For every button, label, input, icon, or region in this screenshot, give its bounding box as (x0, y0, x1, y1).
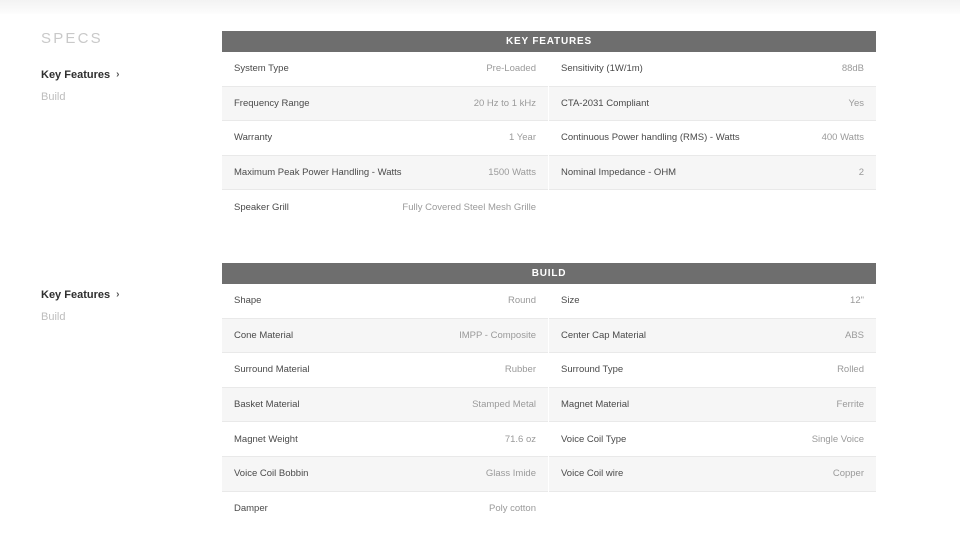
sidebar-item-build-2[interactable]: Build (41, 311, 66, 323)
row-value: 2 (858, 167, 864, 179)
row-value: Rolled (837, 364, 864, 376)
row-label: Size (561, 295, 580, 307)
specs-sidebar-secondary (41, 289, 211, 323)
top-gradient-band (0, 0, 960, 14)
row-label: Basket Material (234, 399, 300, 411)
spec-block-header: BUILD (222, 263, 876, 284)
table-row (222, 284, 548, 319)
row-label: Continuous Power handling (RMS) - Watts (561, 132, 740, 144)
table-row (222, 190, 548, 225)
row-value: Fully Covered Steel Mesh Grille (402, 202, 536, 214)
row-value: 20 Hz to 1 kHz (473, 97, 536, 109)
row-label: Damper (234, 503, 268, 515)
row-value: Ferrite (836, 399, 864, 411)
table-row (549, 87, 876, 122)
sidebar-item-key-features-2[interactable] (41, 289, 211, 301)
row-label: Shape (234, 295, 262, 307)
row-label: Magnet Material (561, 399, 630, 411)
row-label: Cone Material (234, 329, 294, 341)
spec-column-left (222, 52, 549, 225)
specs-sidebar (41, 30, 211, 103)
table-row (549, 52, 876, 87)
sidebar-item-label: Key Features (41, 289, 111, 301)
row-label: Voice Coil Type (561, 433, 627, 445)
table-row (222, 388, 548, 423)
table-row-empty (549, 190, 876, 225)
row-value: Rubber (504, 364, 536, 376)
chevron-right-icon: › (116, 69, 120, 80)
page-title: SPECS (41, 30, 103, 47)
row-value: ABS (844, 329, 864, 341)
table-row (222, 457, 548, 492)
spec-columns (222, 284, 876, 526)
table-row (222, 422, 548, 457)
table-row (222, 492, 548, 527)
table-row (222, 319, 548, 354)
row-label: CTA-2031 Compliant (561, 97, 650, 109)
row-value: Stamped Metal (472, 399, 536, 411)
spec-column-left (222, 284, 549, 526)
table-row (549, 121, 876, 156)
row-value: 71.6 oz (504, 433, 536, 445)
row-value: 400 Watts (821, 132, 864, 144)
row-label: Center Cap Material (561, 329, 647, 341)
row-label: Warranty (234, 132, 273, 144)
row-value: 88dB (841, 63, 864, 75)
sidebar-nav-group-1 (41, 69, 211, 103)
row-label: Voice Coil wire (561, 468, 624, 480)
table-row (222, 121, 548, 156)
spec-column-right (549, 52, 876, 225)
table-row (549, 422, 876, 457)
row-value: Single Voice (811, 433, 864, 445)
table-row (222, 87, 548, 122)
table-row (222, 52, 548, 87)
spec-columns (222, 52, 876, 225)
row-label: Nominal Impedance - OHM (561, 167, 677, 179)
spec-block-key-features (222, 31, 876, 225)
row-value: Round (508, 295, 536, 307)
table-row (549, 353, 876, 388)
table-row (549, 457, 876, 492)
row-value: IMPP - Composite (459, 329, 536, 341)
table-row (549, 319, 876, 354)
row-label: System Type (234, 63, 289, 75)
row-value: 1 Year (509, 132, 536, 144)
table-row-empty (549, 492, 876, 527)
row-value: Yes (848, 97, 864, 109)
table-row (549, 156, 876, 191)
table-row (222, 156, 548, 191)
row-label: Magnet Weight (234, 433, 298, 445)
spec-column-right (549, 284, 876, 526)
sidebar-nav-group-2 (41, 289, 211, 323)
table-row (222, 353, 548, 388)
row-value: 1500 Watts (488, 167, 536, 179)
sidebar-item-build[interactable]: Build (41, 91, 66, 103)
spec-block-build (222, 263, 876, 526)
row-label: Maximum Peak Power Handling - Watts (234, 167, 402, 179)
row-value: Glass Imide (485, 468, 536, 480)
sidebar-item-key-features[interactable] (41, 69, 211, 81)
row-label: Surround Material (234, 364, 310, 376)
table-row (549, 284, 876, 319)
row-label: Frequency Range (234, 97, 310, 109)
row-label: Voice Coil Bobbin (234, 468, 309, 480)
spec-block-header: KEY FEATURES (222, 31, 876, 52)
table-row (549, 388, 876, 423)
row-label: Speaker Grill (234, 202, 289, 214)
row-label: Sensitivity (1W/1m) (561, 63, 643, 75)
sidebar-item-label: Key Features (41, 69, 111, 81)
row-value: Copper (832, 468, 864, 480)
row-value: 12" (850, 295, 864, 307)
row-value: Poly cotton (489, 503, 536, 515)
row-value: Pre-Loaded (486, 63, 536, 75)
row-label: Surround Type (561, 364, 624, 376)
chevron-right-icon: › (116, 289, 120, 300)
